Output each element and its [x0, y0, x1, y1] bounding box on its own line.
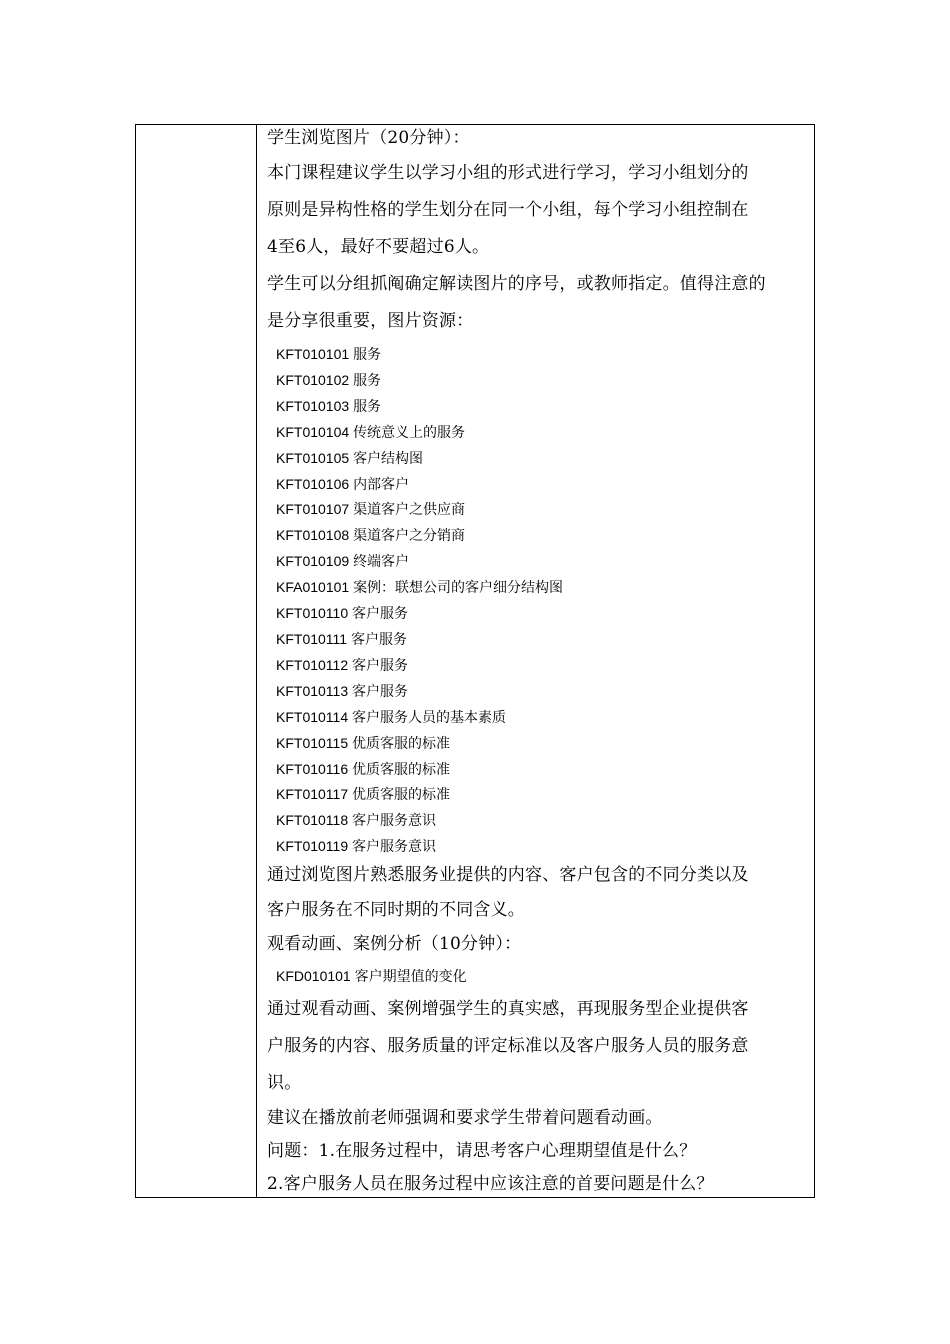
suggestion-text: 建议在播放前老师强调和要求学生带着问题看动画。 — [267, 1108, 663, 1129]
image-resource-item — [276, 394, 806, 420]
assign-line: 是分享很重要，图片资源： — [267, 311, 474, 331]
assign-paragraph — [267, 266, 806, 340]
resource-code: KFT010108 — [276, 527, 350, 544]
resource-title: 客户服务意识 — [352, 813, 437, 830]
animation-summary-line: 户服务的内容、服务质量的评定标准以及客户服务人员的服务意 — [267, 1036, 749, 1057]
animation-resource-list — [267, 961, 806, 991]
resource-code: KFT010118 — [276, 812, 349, 829]
resource-title: 优质客服的标准 — [352, 761, 451, 778]
image-summary-line: 通过浏览图片熟悉服务业提供的内容、客户包含的不同分类以及 — [267, 865, 749, 886]
image-resource-item — [276, 808, 806, 834]
image-resource-item — [276, 342, 806, 368]
resource-code: KFT010111 — [276, 630, 348, 647]
section-title-browse-images: 学生浏览图片（20分钟）： — [267, 128, 470, 148]
resource-code: KFT010119 — [276, 838, 349, 855]
animation-summary-line: 识。 — [267, 1073, 302, 1094]
resource-title: 客户服务 — [350, 631, 407, 648]
resource-code: KFT010109 — [276, 553, 350, 570]
resource-code: KFT010101 — [276, 346, 350, 362]
resource-title: 客户期望值的变化 — [354, 968, 467, 985]
resource-title: 服务 — [353, 398, 382, 415]
resource-code: KFT010117 — [276, 786, 349, 803]
intro-line: 本门课程建议学生以学习小组的形式进行学习，学习小组划分的 — [267, 163, 749, 183]
resource-code: KFA010101 — [276, 579, 350, 596]
intro-paragraph — [267, 155, 806, 266]
resource-title: 终端客户 — [353, 554, 410, 571]
table-right-cell — [258, 125, 814, 1197]
image-resource-item — [276, 731, 806, 757]
resource-title: 案例：联想公司的客户细分结构图 — [353, 580, 564, 597]
intro-line: 4至6人，最好不要超过6人。 — [267, 237, 490, 257]
animation-resource-item — [276, 961, 806, 991]
image-resource-item — [276, 782, 806, 808]
image-resource-item — [276, 523, 806, 549]
resource-title: 服务 — [353, 372, 382, 389]
resource-code: KFT010102 — [276, 371, 350, 388]
resource-code: KFD010101 — [276, 968, 351, 985]
resource-title: 优质客服的标准 — [352, 787, 451, 804]
resource-code: KFT010104 — [276, 423, 350, 440]
resource-title: 渠道客户之分销商 — [353, 528, 466, 545]
intro-line: 原则是异构性格的学生划分在同一个小组，每个学习小组控制在 — [267, 200, 749, 220]
image-resource-item — [276, 653, 806, 679]
image-resource-item — [276, 679, 806, 705]
image-resource-list — [267, 342, 806, 860]
resource-code: KFT010110 — [276, 605, 349, 622]
resource-code: KFT010113 — [276, 682, 349, 699]
animation-summary-paragraph — [267, 991, 806, 1102]
table-left-cell — [136, 125, 257, 1197]
section-title-animation: 观看动画、案例分析（10分钟）： — [267, 934, 522, 955]
resource-title: 内部客户 — [353, 476, 410, 493]
resource-code: KFT010115 — [276, 734, 349, 751]
animation-summary-line: 通过观看动画、案例增强学生的真实感，再现服务型企业提供客 — [267, 999, 749, 1020]
resource-title: 客户服务 — [352, 683, 409, 700]
image-resource-item — [276, 575, 806, 601]
image-resource-item — [276, 705, 806, 731]
resource-code: KFT010106 — [276, 475, 350, 492]
image-resource-item — [276, 627, 806, 653]
resource-code: KFT010114 — [276, 708, 349, 725]
resource-code: KFT010107 — [276, 501, 350, 518]
image-resource-item — [276, 497, 806, 523]
resource-title: 客户服务意识 — [352, 839, 437, 856]
image-resource-item — [276, 368, 806, 394]
image-resource-item — [276, 601, 806, 627]
resource-code: KFT010105 — [276, 449, 350, 466]
resource-title: 客户服务 — [352, 657, 409, 674]
resource-title: 客户结构图 — [353, 450, 424, 467]
lesson-plan-table — [135, 124, 815, 1198]
image-summary-paragraph — [267, 858, 806, 928]
image-resource-item — [276, 420, 806, 446]
resource-code: KFT010103 — [276, 397, 350, 414]
question-1: 问题：1.在服务过程中，请思考客户心理期望值是什么？ — [267, 1141, 697, 1162]
image-resource-item — [276, 446, 806, 472]
resource-title: 客户服务 — [352, 606, 409, 623]
resource-title: 客户服务人员的基本素质 — [352, 709, 507, 726]
image-resource-item — [276, 549, 806, 575]
resource-title: 优质客服的标准 — [352, 735, 451, 752]
resource-title: 服务 — [353, 347, 382, 363]
resource-code: KFT010116 — [276, 760, 349, 777]
resource-code: KFT010112 — [276, 656, 349, 673]
resource-title: 渠道客户之供应商 — [353, 502, 466, 519]
image-summary-line: 客户服务在不同时期的不同含义。 — [267, 900, 525, 921]
image-resource-item — [276, 834, 806, 860]
assign-line: 学生可以分组抓阄确定解读图片的序号，或教师指定。值得注意的 — [267, 274, 766, 294]
question-2: 2.客户服务人员在服务过程中应该注意的首要问题是什么？ — [267, 1174, 714, 1195]
image-resource-item — [276, 757, 806, 783]
resource-title: 传统意义上的服务 — [353, 424, 466, 441]
image-resource-item — [276, 472, 806, 498]
